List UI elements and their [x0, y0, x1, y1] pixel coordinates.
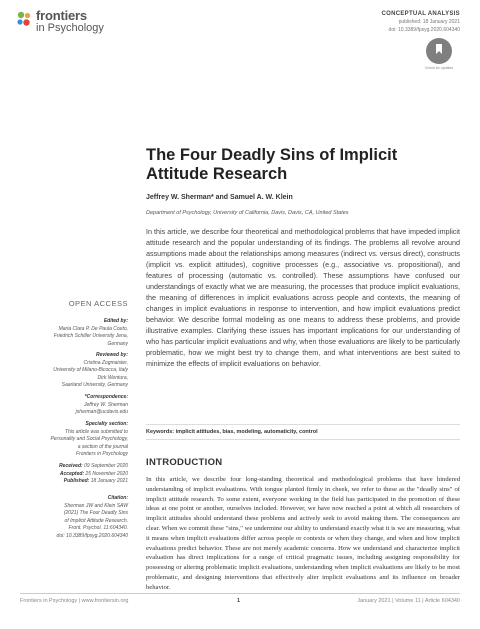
- published-value: 18 January 2021: [90, 478, 128, 484]
- specialty-line: Personality and Social Psychology,: [50, 436, 128, 442]
- open-access-label: OPEN ACCESS: [68, 299, 128, 308]
- footer-journal-link[interactable]: Frontiers in Psychology | www.frontiersin.org: [20, 598, 129, 604]
- section-heading: INTRODUCTION: [146, 457, 223, 468]
- reviewer-line: University of Milano-Bicocca, Italy: [53, 367, 128, 373]
- abstract: In this article, we describe four theoretical and methodological problems that have impeded implicit attitude research and the popular understanding of its findings. The problems all revolve around assumptions made about the relationships among measures (indirect vs. versus direct), constructs (implicit vs. explicit attitudes), cognitive processes (e.g., associative vs. propositional), and features of processing (automatic vs. controlled). These assumptions have confused our understandings of exactly what we are measuring, the processes that produce implicit evaluations, the meaning of differences in implicit evaluations across people and contexts, the meaning of changes in implicit evaluations in response to intervention, and how implicit evaluations predict behavior. We describe formal modeling as one means to address these problems, and provide illustrative examples. Clarifying these issues has important implications for our understanding of who has particular implicit evaluations and why, when those evaluations are likely to be particularly problematic, how we might best try to change them, and what interventions are best suited to minimize the effects of implicit evaluations on behavior.: [146, 227, 460, 368]
- accepted-value: 25 November 2020: [85, 470, 128, 477]
- citation: [57, 495, 128, 540]
- journal-name: in Psychology: [36, 22, 104, 34]
- edited-by: [54, 318, 128, 348]
- intro-paragraph: In this article, we describe four long-standing theoretical and methodological problems that have hindered understanding of implicit evaluations. With tongue planted firmly in cheek, we refer to these as the "deadly sins" of implicit attitude research. To some extent, everyone working in the field has participated in the promotion of these ideas at one point or another, ourselves included. However, we have now reached a point at which all researchers of implicit attitudes should understand these problems and actively seek to avoid making them. The consequences are clear. When we commit these "sins," we undermine our ability to understand exactly what it is we are measuring, what it means when implicit evaluations differ across people or contexts or when they change, and when and how implicit evaluations predict behavior. These are not merely academic concerns. How we understand and characterize implicit evaluation has direct implications for a range of critical pragmatic issues, including assigning responsibility for possessing or altering problematic implicit evaluations, understanding when implicit evaluations are likely to be most problematic, and designing interventions that effectively alter implicit evaluations and its influence on broader behavior.: [146, 476, 460, 591]
- bookmark-icon: [434, 44, 444, 54]
- check-for-updates-button[interactable]: [426, 38, 452, 64]
- published-label: Published:: [63, 478, 90, 484]
- correspondence: [76, 394, 128, 417]
- doi-link[interactable]: doi: 10.3389/fpsyg.2020.604340: [388, 27, 460, 33]
- specialty-line: This article was submitted to: [64, 428, 128, 435]
- footer-volume: January 2021 | Volume 11 | Article 604340: [357, 598, 460, 604]
- citation-line: Sherman JW and Klein SAW: [64, 502, 128, 509]
- citation-label: Citation:: [107, 495, 128, 501]
- affiliation: Department of Psychology, University of California, Davis, Davis, CA, United States: [146, 210, 349, 216]
- divider: [146, 424, 460, 425]
- editor-line: Germany: [107, 340, 128, 347]
- divider: [146, 439, 460, 440]
- reviewer-line: Saarland University, Germany: [61, 382, 128, 388]
- frontiers-logo-icon: [14, 9, 34, 29]
- received-label: Received:: [59, 463, 83, 469]
- article-type: CONCEPTUAL ANALYSIS: [381, 11, 460, 17]
- correspondence-name: Jeffrey W. Sherman: [84, 401, 128, 408]
- specialty-line: Frontiers in Psychology: [76, 451, 128, 457]
- authors: Jeffrey W. Sherman* and Samuel A. W. Klein: [146, 194, 293, 201]
- accepted-date: [59, 471, 128, 479]
- specialty-label: Specialty section:: [85, 421, 128, 427]
- reviewer-line: Dirk Wentura,: [97, 374, 128, 381]
- publisher-logo-text: frontiers: [36, 8, 87, 23]
- editor-line: Maria Clara P. De Paula Couto,: [58, 325, 128, 332]
- check-for-updates-label: Check for updates: [424, 66, 454, 70]
- citation-doi[interactable]: doi: 10.3389/fpsyg.2020.604340: [56, 532, 128, 539]
- reviewer-line: Cristina Zogmaister,: [83, 359, 128, 366]
- keywords: [146, 429, 318, 435]
- citation-line: of Implicit Attitude Research.: [64, 517, 128, 524]
- edited-by-label: Edited by:: [103, 318, 128, 324]
- reviewed-by-label: Reviewed by:: [96, 352, 128, 358]
- footer-divider: [20, 593, 460, 594]
- keywords-list: implicit attitudes, bias, modeling, automaticity, control: [175, 429, 318, 435]
- specialty-section: [51, 421, 128, 459]
- citation-line: Front. Psychol. 11:604340.: [68, 525, 128, 531]
- citation-line: (2021) The Four Deadly Sins: [63, 510, 128, 516]
- dates: [59, 463, 128, 486]
- page-number: 1: [237, 598, 241, 604]
- received-date: [59, 463, 128, 471]
- specialty-line: a section of the journal: [77, 443, 128, 450]
- received-value: 09 September 2020: [84, 463, 128, 469]
- published-date: published: 18 January 2021: [398, 19, 460, 25]
- correspondence-email[interactable]: jsherman@ucdavis.edu: [75, 409, 128, 415]
- correspondence-label: *Correspondence:: [84, 394, 128, 400]
- reviewed-by: [53, 352, 128, 390]
- published-date-side: [59, 478, 128, 486]
- keywords-label: Keywords:: [146, 429, 175, 435]
- accepted-label: Accepted:: [59, 470, 85, 477]
- article-title: The Four Deadly Sins of Implicit Attitude Research: [146, 146, 398, 183]
- article-meta: [382, 10, 461, 34]
- editor-line: Friedrich Schiller University Jena,: [53, 333, 128, 339]
